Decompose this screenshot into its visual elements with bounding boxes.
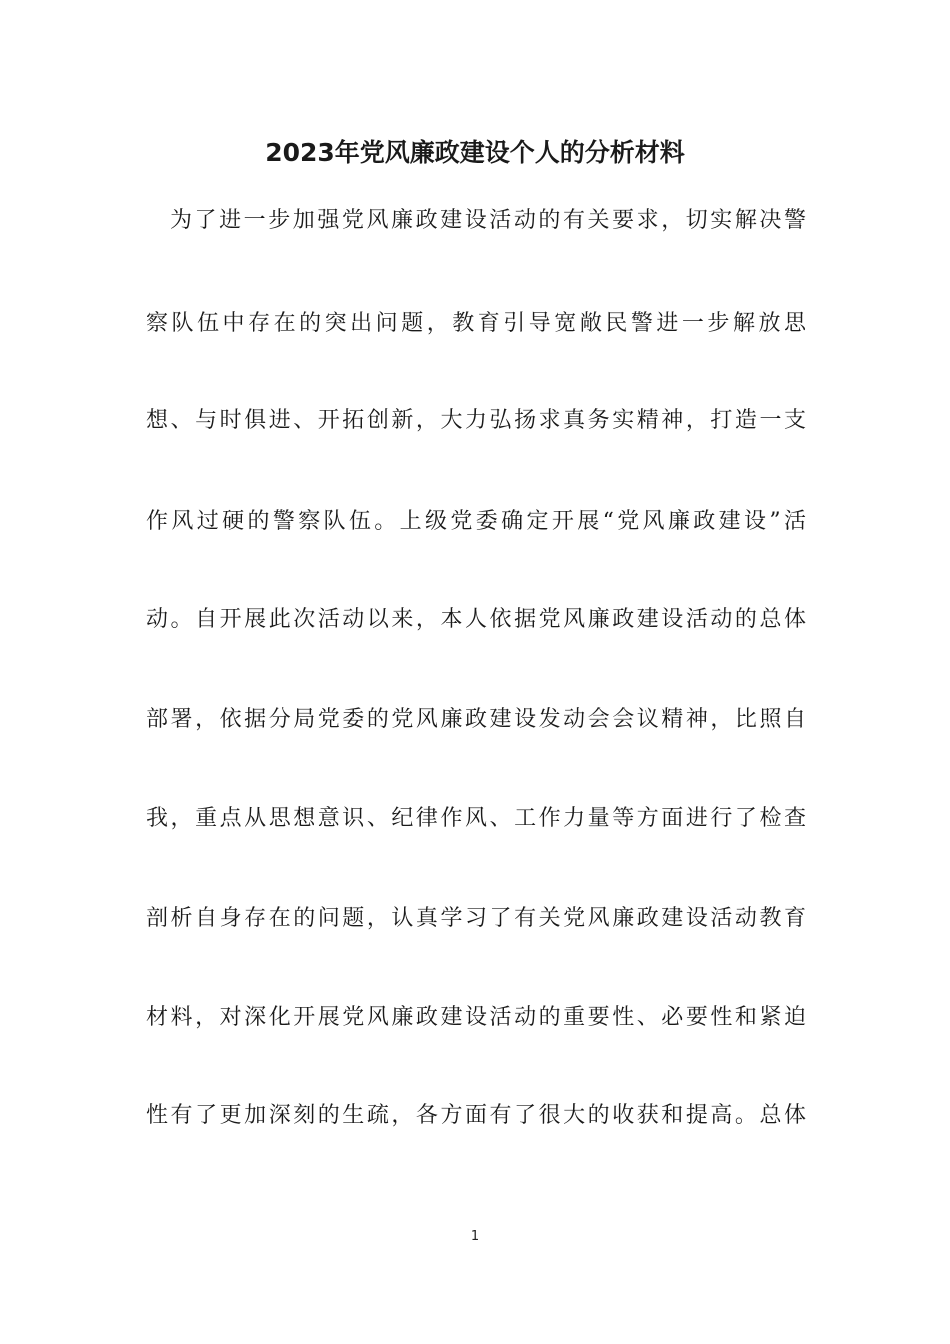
document-title: 2023年党风廉政建设个人的分析材料 xyxy=(265,138,685,167)
paragraph-line-10: 性有了更加深刻的生疏，各方面有了很大的收获和提高。总体 xyxy=(146,1103,806,1128)
paragraph-line-3: 想、与时俱进、开拓创新，大力弘扬求真务实精神，打造一支 xyxy=(146,408,806,433)
paragraph-line-7: 我，重点从思想意识、纪律作风、工作力量等方面进行了检查 xyxy=(146,806,806,831)
page-number: 1 xyxy=(470,1229,480,1244)
paragraph-line-6: 部署，依据分局党委的党风廉政建设发动会会议精神，比照自 xyxy=(146,707,806,732)
paragraph-line-5: 动。自开展此次活动以来，本人依据党风廉政建设活动的总体 xyxy=(146,607,806,632)
paragraph-line-1: 为了进一步加强党风廉政建设活动的有关要求，切实解决警 xyxy=(170,208,806,233)
paragraph-line-2: 察队伍中存在的突出问题，教育引导宽敞民警进一步解放思 xyxy=(146,311,806,336)
paragraph-line-9: 材料，对深化开展党风廉政建设活动的重要性、必要性和紧迫 xyxy=(146,1005,806,1030)
paragraph-line-4: 作风过硬的警察队伍。上级党委确定开展“党风廉政建设”活 xyxy=(146,509,806,534)
paragraph-line-8: 剖析自身存在的问题，认真学习了有关党风廉政建设活动教育 xyxy=(146,906,806,931)
